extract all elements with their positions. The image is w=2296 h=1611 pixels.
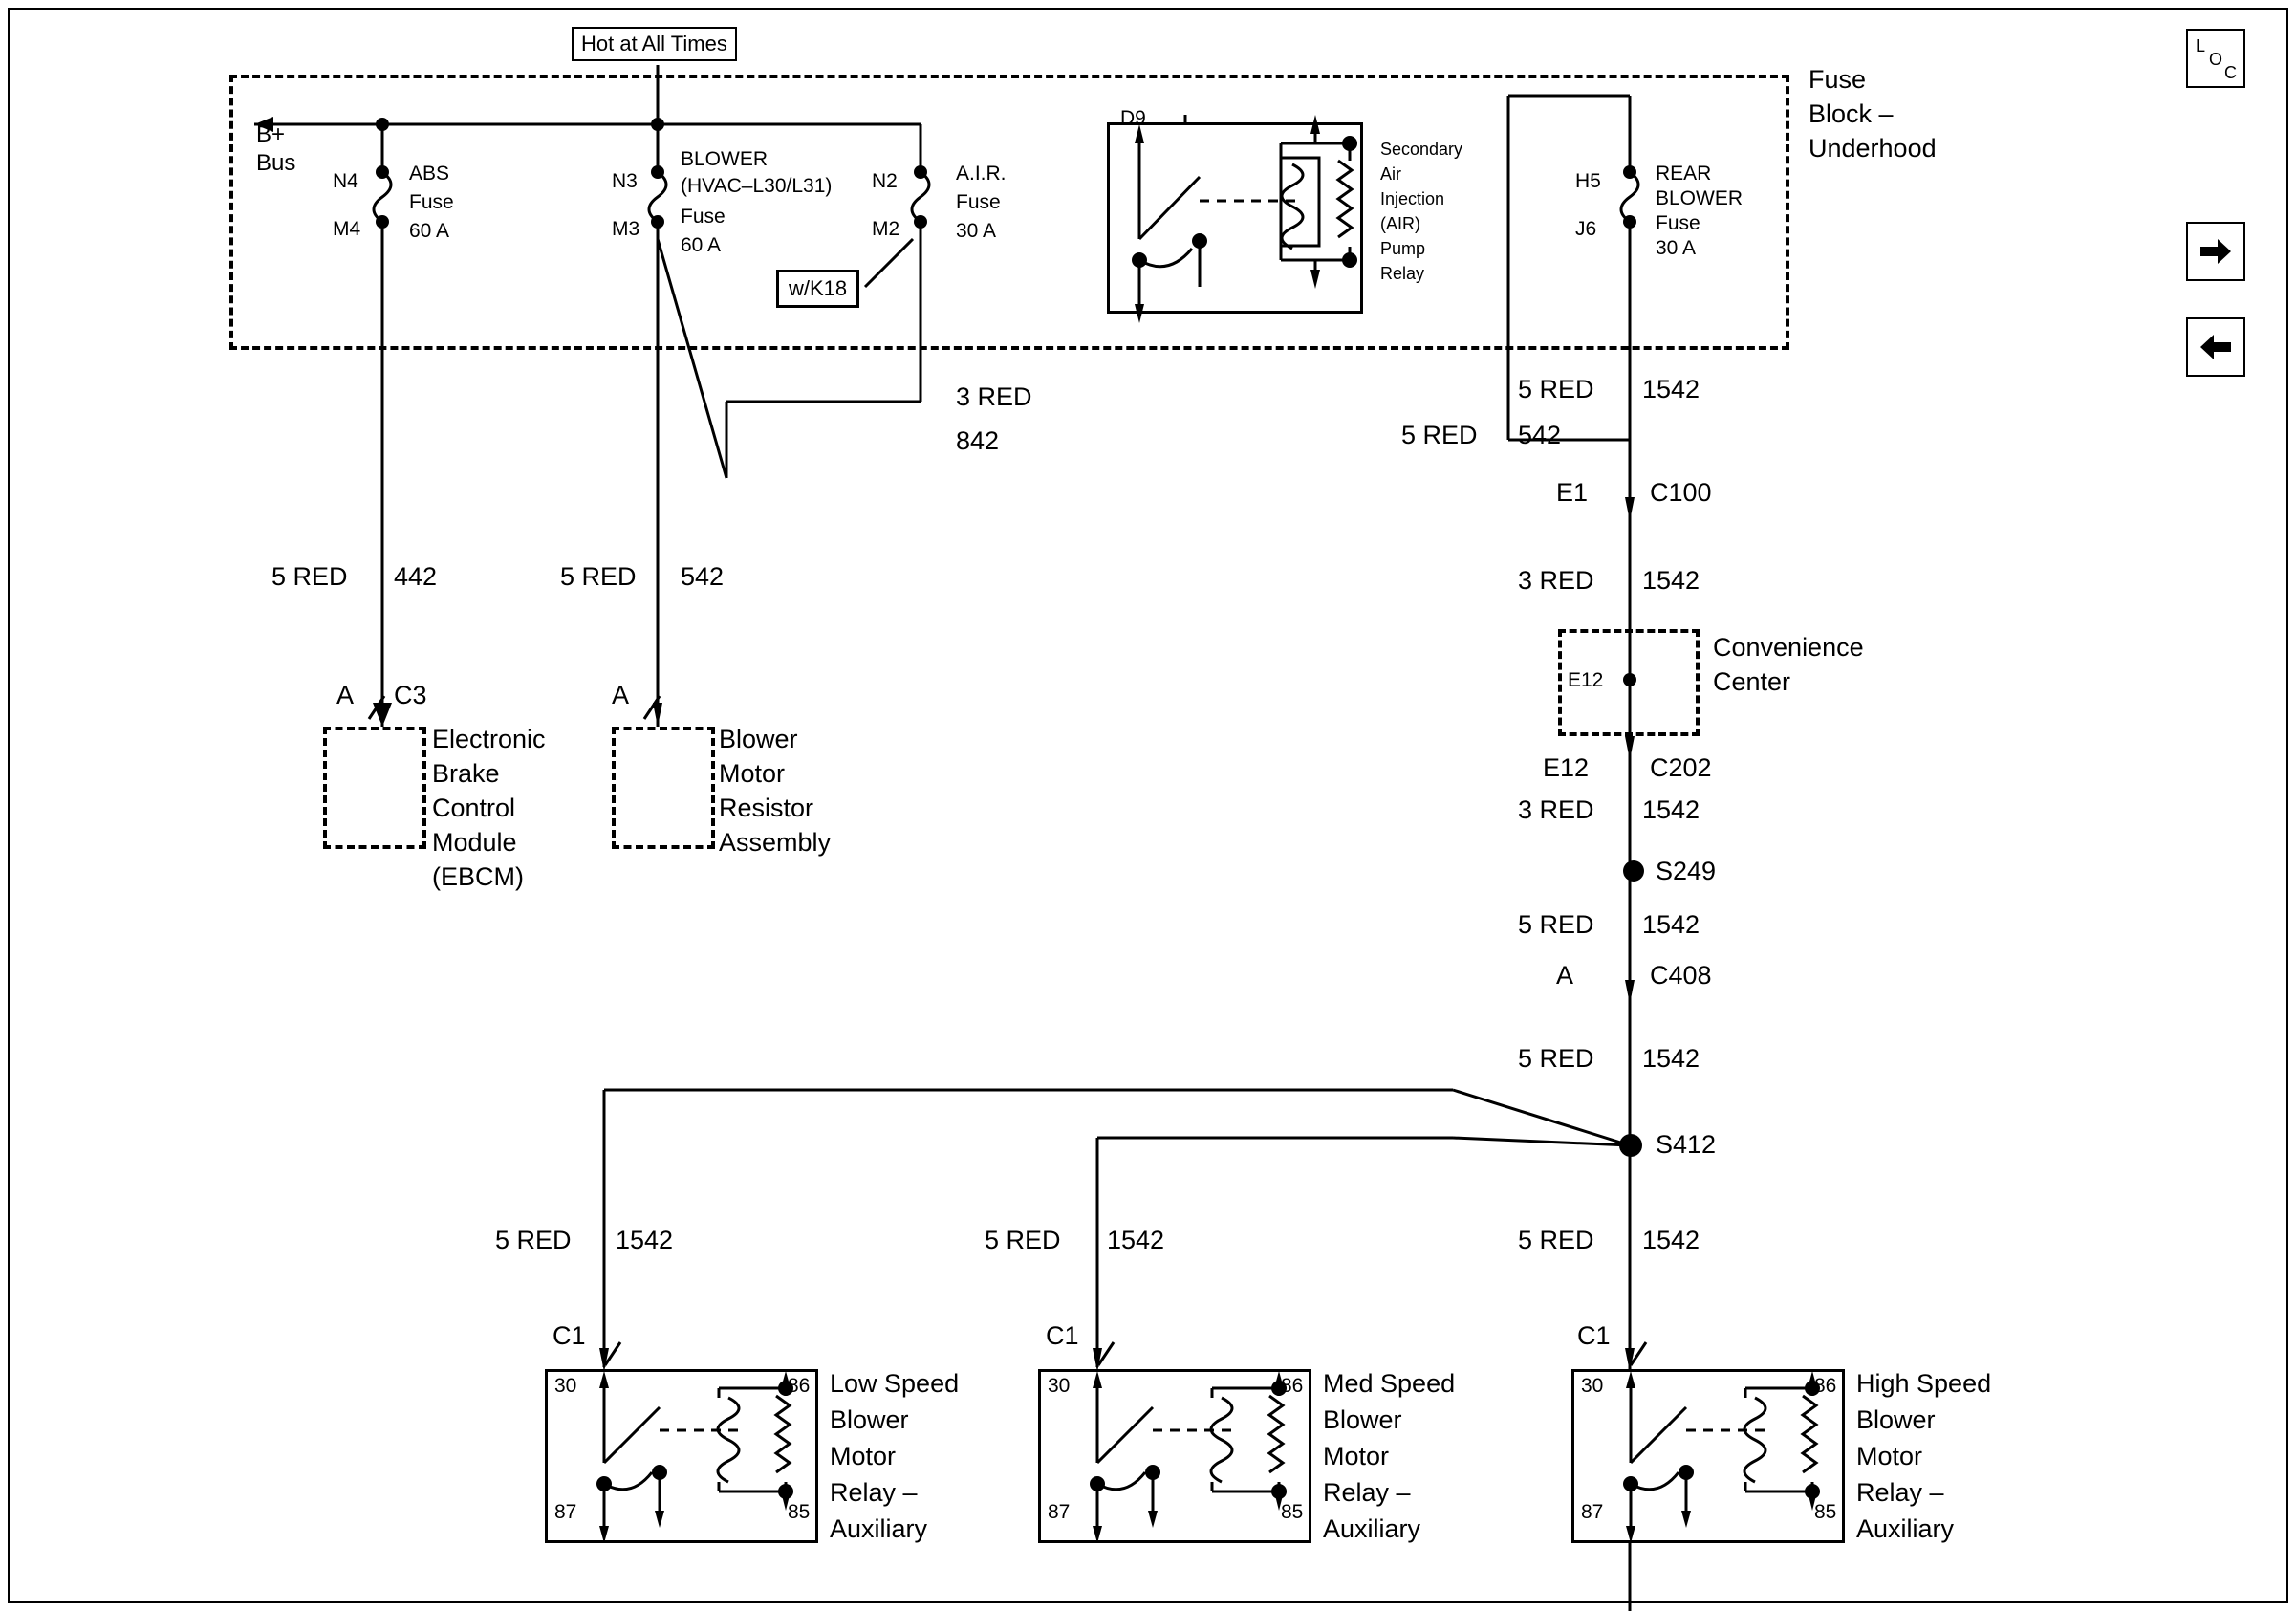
fuse-name-blower: BLOWER bbox=[681, 148, 769, 170]
wire-442-number: 442 bbox=[394, 562, 438, 591]
ebcm-connector-label: C3 bbox=[394, 681, 427, 709]
ebcm-label-2: Brake bbox=[432, 759, 500, 788]
blower-resistor-pin-label: A bbox=[612, 681, 630, 709]
wire-442-gauge: 5 RED bbox=[271, 562, 348, 591]
fuse-type-abs: Fuse bbox=[409, 191, 454, 213]
ebcm-pin-label: A bbox=[336, 681, 355, 709]
med-relay-label-1: Med Speed bbox=[1323, 1369, 1456, 1398]
c408-pin-label: A bbox=[1556, 961, 1574, 990]
high-relay-label-4: Relay – bbox=[1856, 1478, 1944, 1507]
wire-1542-s249-gauge: 5 RED bbox=[1518, 910, 1594, 939]
c100-connector-label: C100 bbox=[1650, 478, 1712, 507]
fuse-pin-n3: N3 bbox=[612, 170, 638, 192]
low-relay-label-1: Low Speed bbox=[830, 1369, 960, 1398]
hot-at-all-times-label: Hot at All Times bbox=[572, 27, 737, 61]
loc-label-o: O bbox=[2209, 50, 2223, 69]
low-relay-label-3: Motor bbox=[830, 1442, 897, 1470]
low-relay-terminal-85: 85 bbox=[788, 1501, 811, 1523]
low-relay-terminal-86: 86 bbox=[788, 1375, 811, 1397]
fuse-pin-n4: N4 bbox=[333, 170, 358, 192]
fuse-pin-n2: N2 bbox=[872, 170, 898, 192]
bplus-label-line1: B+ bbox=[256, 121, 286, 147]
med-relay-terminal-87: 87 bbox=[1048, 1501, 1071, 1523]
wire-1542-med-gauge: 5 RED bbox=[985, 1226, 1061, 1254]
wire-542-mid-number: 542 bbox=[681, 562, 725, 591]
fuse-pin-j6: J6 bbox=[1575, 218, 1597, 240]
loc-label-l: L bbox=[2196, 36, 2206, 55]
relay2-connector-label: C1 bbox=[1046, 1321, 1079, 1350]
bplus-label-line2: Bus bbox=[256, 150, 296, 176]
fuse-block-label-2: Block – bbox=[1809, 99, 1894, 128]
fuse-type-blower: Fuse bbox=[681, 206, 726, 228]
c202-connector-label: C202 bbox=[1650, 753, 1712, 782]
relay1-connector-label: C1 bbox=[552, 1321, 586, 1350]
wire-842-gauge: 3 RED bbox=[956, 382, 1032, 411]
c202-pin-label: E12 bbox=[1543, 753, 1590, 782]
med-relay-label-2: Blower bbox=[1323, 1405, 1402, 1434]
med-relay-terminal-30: 30 bbox=[1048, 1375, 1071, 1397]
fuse-rating-rear: 30 A bbox=[1656, 237, 1697, 259]
high-relay-terminal-87: 87 bbox=[1581, 1501, 1604, 1523]
wire-842-number: 842 bbox=[956, 426, 1000, 455]
fuse-name-abs: ABS bbox=[409, 163, 450, 185]
low-relay-label-4: Relay – bbox=[830, 1478, 918, 1507]
wire-542-top-number: 542 bbox=[1518, 421, 1562, 449]
splice-s412-label: S412 bbox=[1656, 1130, 1717, 1159]
low-relay-label-5: Auxiliary bbox=[830, 1514, 928, 1543]
fuse-block-label-3: Underhood bbox=[1809, 134, 1937, 163]
fuse-sub-blower: (HVAC–L30/L31) bbox=[681, 175, 833, 197]
fuse-name-air: A.I.R. bbox=[956, 163, 1007, 185]
ebcm-label-3: Control bbox=[432, 794, 516, 822]
blower-resistor-label-1: Blower bbox=[719, 725, 798, 753]
blower-resistor-label-3: Resistor bbox=[719, 794, 814, 822]
high-relay-label-2: Blower bbox=[1856, 1405, 1936, 1434]
wire-1542-c100-gauge: 3 RED bbox=[1518, 566, 1594, 595]
air-relay-label-4: (AIR) bbox=[1380, 214, 1420, 233]
wire-1542-high-number: 1542 bbox=[1642, 1226, 1700, 1254]
splice-s249-label: S249 bbox=[1656, 857, 1717, 885]
fuse-name-rear: REAR bbox=[1656, 163, 1712, 185]
air-relay-label-1: Secondary bbox=[1380, 140, 1463, 159]
fuse-rating-air: 30 A bbox=[956, 220, 997, 242]
ebcm-label-1: Electronic bbox=[432, 725, 546, 753]
wire-542-top-gauge: 5 RED bbox=[1401, 421, 1478, 449]
low-relay-label-2: Blower bbox=[830, 1405, 909, 1434]
high-relay-terminal-85: 85 bbox=[1814, 1501, 1837, 1523]
med-relay-terminal-86: 86 bbox=[1281, 1375, 1304, 1397]
air-relay-label-6: Relay bbox=[1380, 264, 1425, 283]
fuse-pin-h5: H5 bbox=[1575, 170, 1601, 192]
air-relay-pin-d9: D9 bbox=[1120, 107, 1146, 129]
med-relay-terminal-85: 85 bbox=[1281, 1501, 1304, 1523]
air-relay-label-5: Pump bbox=[1380, 239, 1426, 258]
convenience-center-label-1: Convenience bbox=[1713, 633, 1864, 662]
fuse-type-air: Fuse bbox=[956, 191, 1001, 213]
fuse-pin-m3: M3 bbox=[612, 218, 640, 240]
fuse-pin-m2: M2 bbox=[872, 218, 900, 240]
blower-resistor-label-4: Assembly bbox=[719, 828, 832, 857]
high-relay-terminal-86: 86 bbox=[1814, 1375, 1837, 1397]
loc-label-c: C bbox=[2224, 63, 2237, 82]
wire-1542-c202-number: 1542 bbox=[1642, 795, 1700, 824]
wire-1542-c408-number: 1542 bbox=[1642, 1044, 1700, 1073]
wire-542-mid-gauge: 5 RED bbox=[560, 562, 637, 591]
med-relay-label-3: Motor bbox=[1323, 1442, 1390, 1470]
convenience-center-label-2: Center bbox=[1713, 667, 1791, 696]
wire-1542-low-gauge: 5 RED bbox=[495, 1226, 572, 1254]
fuse-type-rear: Fuse bbox=[1656, 212, 1700, 234]
air-relay-label-2: Air bbox=[1380, 164, 1401, 184]
high-relay-label-5: Auxiliary bbox=[1856, 1514, 1955, 1543]
ebcm-label-5: (EBCM) bbox=[432, 862, 524, 891]
wire-1542-c100-number: 1542 bbox=[1642, 566, 1700, 595]
med-relay-label-4: Relay – bbox=[1323, 1478, 1411, 1507]
med-relay-label-5: Auxiliary bbox=[1323, 1514, 1421, 1543]
fuse-rating-abs: 60 A bbox=[409, 220, 450, 242]
c408-connector-label: C408 bbox=[1650, 961, 1712, 990]
blower-resistor-label-2: Motor bbox=[719, 759, 786, 788]
fuse-rating-blower: 60 A bbox=[681, 234, 722, 256]
wk18-label: w/K18 bbox=[776, 270, 859, 308]
wire-1542-low-number: 1542 bbox=[616, 1226, 674, 1254]
air-relay-label-3: Injection bbox=[1380, 189, 1445, 208]
wire-1542-med-number: 1542 bbox=[1107, 1226, 1165, 1254]
convenience-center-pin-e12: E12 bbox=[1568, 669, 1604, 691]
wire-1542-c408-gauge: 5 RED bbox=[1518, 1044, 1594, 1073]
relay3-connector-label: C1 bbox=[1577, 1321, 1611, 1350]
fuse-block-label-1: Fuse bbox=[1809, 65, 1867, 94]
high-relay-label-1: High Speed bbox=[1856, 1369, 1992, 1398]
wire-1542-top-gauge: 5 RED bbox=[1518, 375, 1594, 403]
low-relay-terminal-87: 87 bbox=[554, 1501, 577, 1523]
fuse-pin-m4: M4 bbox=[333, 218, 361, 240]
wire-1542-c202-gauge: 3 RED bbox=[1518, 795, 1594, 824]
wire-1542-top-number: 1542 bbox=[1642, 375, 1700, 403]
c100-pin-label: E1 bbox=[1556, 478, 1589, 507]
fuse-name-rear2: BLOWER bbox=[1656, 187, 1744, 209]
wire-1542-s249-number: 1542 bbox=[1642, 910, 1700, 939]
wire-1542-high-gauge: 5 RED bbox=[1518, 1226, 1594, 1254]
ebcm-label-4: Module bbox=[432, 828, 517, 857]
high-relay-terminal-30: 30 bbox=[1581, 1375, 1604, 1397]
low-relay-terminal-30: 30 bbox=[554, 1375, 577, 1397]
high-relay-label-3: Motor bbox=[1856, 1442, 1923, 1470]
